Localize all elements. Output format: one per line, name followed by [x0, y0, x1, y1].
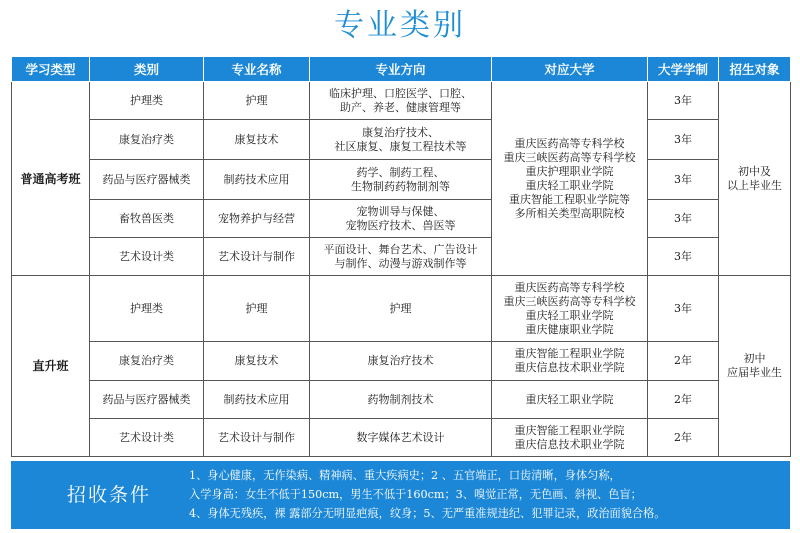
header-category: 类别 [90, 57, 204, 82]
direction-cell: 平面设计、舞台艺术、广告设计 与制作、动漫与游戏制作等 [310, 238, 492, 276]
duration-cell: 3年 [648, 160, 719, 200]
table-row [12, 120, 791, 160]
header-target: 招生对象 [719, 57, 791, 82]
duration-cell: 3年 [648, 238, 719, 276]
duration-cell: 2年 [648, 381, 719, 419]
table-row [12, 160, 791, 200]
study-type-cell: 直升班 [12, 276, 90, 457]
table-header-row [12, 57, 791, 82]
direction-cell: 药学、制药工程、 生物制药药物制剂等 [310, 160, 492, 200]
table-row [12, 200, 791, 238]
duration-cell: 3年 [648, 200, 719, 238]
admission-line: 1、身心健康，无作染病、精神病、重大疾病史；2 、五官端正，口齿清晰，身体匀称， [189, 469, 621, 482]
admission-conditions [189, 466, 789, 523]
duration-cell: 3年 [648, 120, 719, 160]
major-cell: 制药技术应用 [204, 160, 310, 200]
direction-cell: 康复治疗技术 [310, 342, 492, 381]
header-study-type: 学习类型 [12, 57, 90, 82]
major-cell: 康复技术 [204, 120, 310, 160]
duration-cell: 3年 [648, 82, 719, 120]
table-row [12, 238, 791, 276]
direction-cell: 临床护理、口腔医学、口腔、 助产、养老、健康管理等 [310, 82, 492, 120]
direction-cell: 护理 [310, 276, 492, 342]
duration-cell: 3年 [648, 276, 719, 342]
university-cell: 重庆智能工程职业学院 重庆信息技术职业学院 [492, 419, 648, 457]
header-major-direction: 专业方向 [310, 57, 492, 82]
university-cell: 重庆医药高等专科学校 重庆三峡医药高等专科学校 重庆轻工职业学院 重庆健康职业学院 [492, 276, 648, 342]
majors-table [11, 56, 791, 457]
page-title: 专业类别 [334, 8, 466, 43]
table-row [12, 381, 791, 419]
duration-cell: 2年 [648, 419, 719, 457]
major-cell: 护理 [204, 82, 310, 120]
header-university: 对应大学 [492, 57, 648, 82]
admission-line: 4、身体无残疾，裸 露部分无明显疤痕，纹身；5、无严重准规违纪、犯罪记录，政治面貌合格。 [189, 507, 666, 520]
major-cell: 宠物养护与经营 [204, 200, 310, 238]
university-cell: 重庆智能工程职业学院 重庆信息技术职业学院 [492, 342, 648, 381]
header-major-name: 专业名称 [204, 57, 310, 82]
target-cell: 初中 应届毕业生 [719, 276, 791, 457]
major-cell: 康复技术 [204, 342, 310, 381]
category-cell: 艺术设计类 [90, 419, 204, 457]
direction-cell: 药物制剂技术 [310, 381, 492, 419]
major-cell: 艺术设计与制作 [204, 419, 310, 457]
major-cell: 艺术设计与制作 [204, 238, 310, 276]
table-row [12, 276, 791, 342]
direction-cell: 宠物训导与保健、 宠物医疗技术、兽医等 [310, 200, 492, 238]
category-cell: 康复治疗类 [90, 120, 204, 160]
category-cell: 药品与医疗器械类 [90, 381, 204, 419]
major-cell: 制药技术应用 [204, 381, 310, 419]
category-cell: 康复治疗类 [90, 342, 204, 381]
university-cell: 重庆轻工职业学院 [492, 381, 648, 419]
study-type-cell: 普通高考班 [12, 82, 90, 276]
category-cell: 护理类 [90, 276, 204, 342]
header-duration: 大学学制 [648, 57, 719, 82]
table-row [12, 342, 791, 381]
admission-banner [11, 461, 790, 529]
major-cell: 护理 [204, 276, 310, 342]
university-cell: 重庆医药高等专科学校 重庆三峡医药高等专科学校 重庆护理职业学院 重庆轻工职业学院 重庆智能工程职业学院等 多所相关类型高职院校 [492, 82, 648, 276]
admission-line: 入学身高：女生不低于150cm，男生不低于160cm；3、嗅觉正常，无色画、斜视、色盲； [189, 488, 642, 501]
admission-title: 招收条件 [67, 484, 152, 506]
direction-cell: 数字媒体艺术设计 [310, 419, 492, 457]
direction-cell: 康复治疗技术、 社区康复、康复工程技术等 [310, 120, 492, 160]
target-cell: 初中及 以上毕业生 [719, 82, 791, 276]
duration-cell: 2年 [648, 342, 719, 381]
table-row [12, 419, 791, 457]
category-cell: 药品与医疗器械类 [90, 160, 204, 200]
table-row [12, 82, 791, 120]
category-cell: 护理类 [90, 82, 204, 120]
category-cell: 畜牧兽医类 [90, 200, 204, 238]
category-cell: 艺术设计类 [90, 238, 204, 276]
